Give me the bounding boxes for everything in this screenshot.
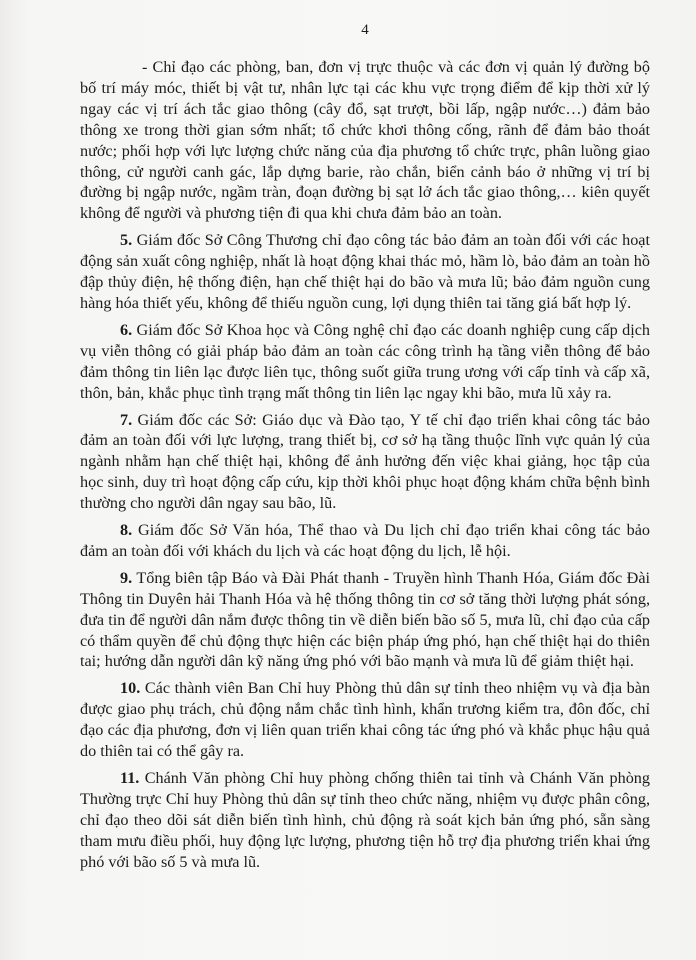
item-number: 7.	[120, 410, 133, 429]
paragraph-text: - Chỉ đạo các phòng, ban, đơn vị trực thuộc và các đơn vị quản lý đường bộ bố trí máy móc, thiết bị vật tư, nhân lực tại các khu vực trọng điểm để kịp thời xử lý ngay các vị trí ách tắc giao thông (cây đổ, sạt trượt, bồi lấp, ngập nước…) đảm bảo thông xe trong thời gian sớm nhất; tổ chức khơi thông cống, rãnh để đảm bảo thoát nước; phối hợp với lực lượng chức năng của địa phương tổ chức trực, phân luồng giao thông, cử người canh gác, lắp dựng barie, rào chắn, biển cảnh báo ở những vị trí bị đường bị ngập nước, ngầm tràn, đoạn đường bị sạt lở ách tắc giao thông,… kiên quyết không để người và phương tiện đi qua khi chưa đảm bảo an toàn.	[80, 58, 650, 223]
page-number: 4	[361, 22, 369, 38]
item-number: 8.	[120, 521, 133, 540]
paragraph-text: Tổng biên tập Báo và Đài Phát thanh - Truyền hình Thanh Hóa, Giám đốc Đài Thông tin Duyên hải Thanh Hóa và hệ thống thông tin cơ sở tăng thời lượng phát sóng, đưa tin để người dân nắm được thông tin về diễn biến bão số 5, mưa lũ, chỉ đạo của cấp có thẩm quyền để chủ động thực hiện các biện pháp ứng phó, hạn chế thiệt hại do thiên tai; hướng dẫn người dân kỹ năng ứng phó với bão mạnh và mưa lũ để giảm thiệt hại.	[80, 568, 650, 671]
item-number: 11.	[120, 769, 140, 787]
item-number: 6.	[120, 320, 133, 339]
paragraph-text: Giám đốc Sở Công Thương chỉ đạo công tác bảo đảm an toàn đối với các hoạt động sản xuất công nghiệp, nhất là hoạt động khai thác mỏ, hầm lò, bảo đảm an toàn hồ đập thủy điện, hệ thống điện, hạn chế thiệt hại do bão và mưa lũ; bảo đảm nguồn cung hàng hóa thiết yếu, không để thiếu nguồn cung, lợi dụng thiên tai tăng giá bất hợp lý.	[80, 231, 650, 312]
paragraph-item-11	[80, 768, 650, 873]
paragraph-item-10	[80, 678, 650, 762]
paragraph-text: Các thành viên Ban Chỉ huy Phòng thủ dân sự tỉnh theo nhiệm vụ và địa bàn được giao phụ trách, chủ động nắm chắc tình hình, khẩn trương kiểm tra, đôn đốc, chỉ đạo các địa phương, đơn vị liên quan triển khai công tác ứng phó và khắc phục hậu quả do thiên tai có thể gây ra.	[80, 679, 650, 761]
paragraph-road-directive	[80, 57, 650, 224]
paragraph-item-6	[80, 320, 650, 404]
paragraph-text: Giám đốc Sở Khoa học và Công nghệ chỉ đạo các doanh nghiệp cung cấp dịch vụ viễn thông có giải pháp bảo đảm an toàn các công trình hạ tầng viễn thông để bảo đảm thông tin liên lạc được liên tục, thông suốt giữa trung ương với cấp tỉnh và cấp xã, thôn, bản, khắc phục tình trạng mất thông tin liên lạc ngay khi bão, mưa lũ xảy ra.	[80, 320, 650, 402]
paragraph-item-8	[80, 520, 650, 562]
paragraph-text: Chánh Văn phòng Chỉ huy phòng chống thiên tai tỉnh và Chánh Văn phòng Thường trực Chỉ huy Phòng thủ dân sự tỉnh theo chức năng, nhiệm vụ được phân công, chỉ đạo theo dõi sát diễn biến tình hình, chủ động rà soát kịch bản ứng phó, sẵn sàng tham mưu điều phối, huy động lực lượng, phương tiện hỗ trợ địa phương triển khai ứng phó với bão số 5 và mưa lũ.	[80, 769, 650, 871]
paragraph-item-9	[80, 568, 650, 673]
paragraph-item-7	[80, 410, 650, 515]
item-number: 10.	[120, 679, 141, 698]
paragraph-text: Giám đốc Sở Văn hóa, Thể thao và Du lịch chỉ đạo triển khai công tác bảo đảm an toàn đối với khách du lịch và các hoạt động du lịch, lễ hội.	[80, 521, 650, 560]
paragraph-text: Giám đốc các Sở: Giáo dục và Đào tạo, Y tế chỉ đạo triển khai công tác bảo đảm an toàn đối với lực lượng, trang thiết bị, cơ sở hạ tầng thuộc lĩnh vực quản lý của ngành nhằm hạn chế thiệt hại, không để ảnh hưởng đến việc khai giảng, học tập của học sinh, duy trì hoạt động cấp cứu, kịp thời khôi phục hoạt động khám chữa bệnh bình thường cho người dân ngay sau bão, lũ.	[80, 410, 650, 513]
paragraph-item-5	[80, 230, 650, 314]
item-number: 9.	[120, 568, 133, 587]
item-number: 5.	[120, 231, 133, 250]
